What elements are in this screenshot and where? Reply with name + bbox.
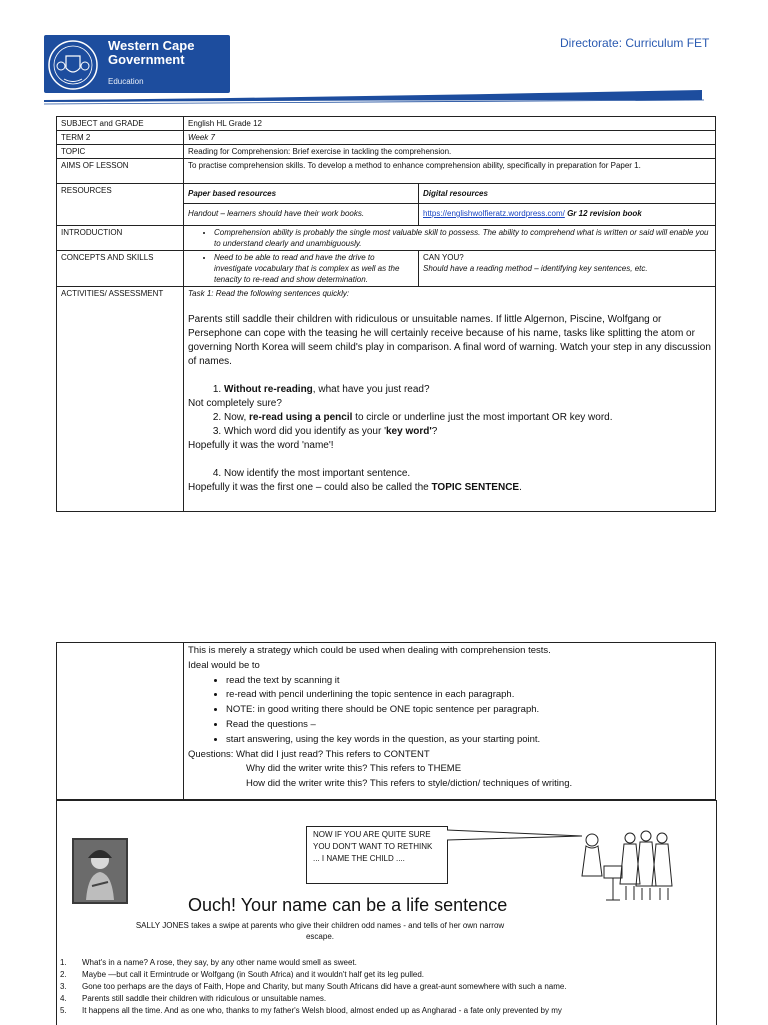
strategy-line-1: This is merely a strategy which could be used when dealing with comprehension tests. [188, 645, 551, 656]
speech-bubble-tail [446, 826, 586, 846]
digital-resources-value [419, 204, 716, 226]
can-you-text: Should have a reading method – identifying key sentences, etc. [423, 264, 648, 273]
term-value: Week 7 [184, 131, 716, 145]
hope-text-1: Hopefully it was the word 'name'! [188, 440, 334, 451]
table-row [57, 226, 716, 251]
questions-line-1: Questions: What did I just read? This refers to CONTENT [188, 748, 430, 760]
paper-resources-value: Handout – learners should have their work books. [184, 204, 419, 226]
list-item: • start answering, using the key words in the question, as your starting point. [226, 733, 711, 748]
logo-title-line1: Western Cape [108, 38, 195, 53]
topic-label: TOPIC [57, 145, 184, 159]
passage-text: Parents still saddle their children with ridiculous or unsuitable names. If little Algernon, Piscine, Wolfgang or Persephone can cope with the teasing he will certainly receive because of his name, tasks like splitting the atom or governing North Korea will seem child's play in comparison. A final word of warning. Watch your step in any discussion of names. [188, 314, 711, 367]
subject-value: English HL Grade 12 [184, 117, 716, 131]
intro-value [184, 226, 716, 251]
not-sure-text: Not completely sure? [188, 398, 282, 409]
subject-label: SUBJECT and GRADE [57, 117, 184, 131]
digital-resource-suffix: Gr 12 revision book [564, 209, 642, 218]
table-row [57, 251, 716, 287]
strategy-line-2: Ideal would be to [188, 659, 260, 671]
activities-label: ACTIVITIES/ ASSESSMENT [57, 287, 184, 512]
question-4: 4. Now identify the most important sentence. [224, 467, 711, 481]
strategy-label-cell [57, 643, 184, 800]
question-1: 1. Without re-reading, what have you just read? [224, 383, 711, 397]
strategy-table [56, 642, 716, 800]
strategy-content [184, 643, 716, 800]
concepts-label: CONCEPTS AND SKILLS [57, 251, 184, 287]
intro-label: INTRODUCTION [57, 226, 184, 251]
question-3: 3. Which word did you identify as your 'key word'? [224, 425, 711, 439]
table-row [57, 145, 716, 159]
table-row [57, 117, 716, 131]
questions-line-3: How did the writer write this? This refers to style/diction/ techniques of writing. [246, 778, 573, 790]
task-1-heading: Task 1: Read the following sentences quickly: [188, 289, 350, 298]
lesson-plan-table [56, 116, 716, 512]
activities-value [184, 287, 716, 512]
digital-resource-link[interactable]: https://englishwolfieratz.wordpress.com/ [423, 209, 565, 218]
child-portrait-icon [72, 838, 128, 904]
logo-department: Education [108, 77, 144, 86]
paper-resources-heading: Paper based resources [184, 184, 419, 204]
intro-bullet: • Comprehension ability is probably the single most valuable skill to possess. The ability to comprehend what is written or said will enable you to understand clearly and unambiguously. [214, 227, 711, 249]
can-you-cell [419, 251, 716, 287]
list-item: • re-read with pencil underlining the topic sentence in each paragraph. [226, 688, 711, 703]
header-swoosh [0, 84, 768, 106]
term-label: TERM 2 [57, 131, 184, 145]
list-item: 1. What's in a name? A rose, they say, by any other name would smell as sweet. [60, 958, 357, 967]
list-item: 2. Maybe —but call it Ermintrude or Wolfgang (in South Africa) and it wouldn't half get its leg pulled. [60, 970, 424, 979]
topic-value: Reading for Comprehension: Brief exercise in tackling the comprehension. [184, 145, 716, 159]
article-paragraph-list [60, 957, 710, 1017]
speech-bubble: NOW IF YOU ARE QUITE SURE YOU DON'T WANT TO RETHINK ... I NAME THE CHILD .... [306, 826, 448, 884]
article-standfirst: SALLY JONES takes a swipe at parents who give their children odd names - and tells of her own narrow escape. [135, 921, 505, 941]
table-row [57, 643, 716, 800]
table-row [57, 184, 716, 204]
list-item: 4. Parents still saddle their children with ridiculous or unsuitable names. [60, 994, 327, 1003]
list-item: • NOTE: in good writing there should be ONE topic sentence per paragraph. [226, 703, 711, 718]
list-item: • Read the questions – [226, 718, 711, 733]
questions-line-2: Why did the writer write this? This refers to THEME [246, 763, 462, 775]
directorate-title: Directorate: Curriculum FET [560, 36, 710, 50]
resources-label: RESOURCES [57, 184, 184, 226]
concepts-bullet: • Need to be able to read and have the drive to investigate vocabulary that is complex as well as the tenacity to re-read and show determination. [214, 252, 414, 285]
question-2: 2. Now, re-read using a pencil to circle or underline just the most important OR key word. [224, 411, 711, 425]
list-item: 5. It happens all the time. And as one who, thanks to my father's Welsh blood, almost ended up as Angharad - a fate only prevented by my [60, 1006, 562, 1015]
table-row [57, 159, 716, 184]
hope-text-2: Hopefully it was the first one – could also be called the TOPIC SENTENCE. [188, 482, 522, 493]
list-item: • read the text by scanning it [226, 674, 711, 689]
article-headline: Ouch! Your name can be a life sentence [188, 895, 508, 915]
logo-title-line2: Government [108, 52, 185, 67]
christening-cartoon-icon [576, 826, 676, 906]
aims-value: To practise comprehension skills. To develop a method to enhance comprehension ability, specifically in preparation for Paper 1. [184, 159, 716, 184]
list-item: 3. Gone too perhaps are the days of Faith, Hope and Charity, but many South Africans did have a great-aunt somewhere with such a name. [60, 982, 567, 991]
can-you-heading: CAN YOU? [423, 253, 464, 262]
table-row [57, 131, 716, 145]
concepts-value [184, 251, 419, 287]
digital-resources-heading: Digital resources [419, 184, 716, 204]
table-row [57, 287, 716, 512]
aims-label: AIMS OF LESSON [57, 159, 184, 184]
